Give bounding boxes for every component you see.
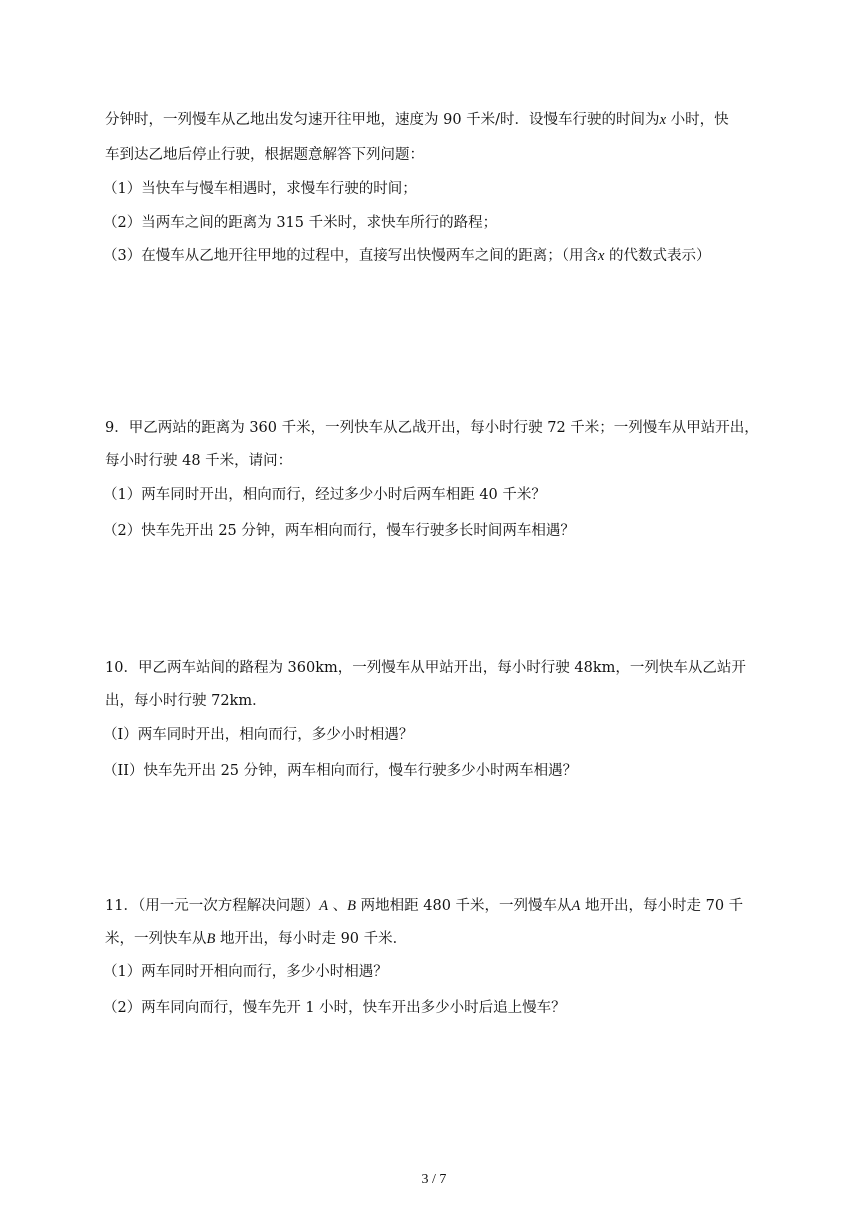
problem9-line-1: 9．甲乙两站的距离为 360 千米，一列快车从乙战开出，每小时行驶 72 千米；一列慢车从甲站开出， — [105, 420, 759, 436]
intro-line-2: 车到达乙地后停止行驶，根据题意解答下列问题： — [105, 147, 424, 163]
problem-text: 地开出，每小时走 90 千米． — [215, 931, 408, 947]
point-a: A — [319, 898, 329, 914]
point-b: B — [206, 931, 216, 947]
problem9-question-1: （1）两车同时开出，相向而行，经过多少小时后两车相距 40 千米？ — [103, 487, 546, 503]
point-b: B — [347, 898, 357, 914]
intro-line-1 — [105, 110, 729, 130]
question-text: 的代数式表示） — [604, 248, 711, 264]
problem11-question-2: （2）两车同向而行，慢车先开 1 小时，快车开出多少小时后追上慢车？ — [103, 1000, 566, 1016]
problem9-question-2: （2）快车先开出 25 分钟，两车相向而行，慢车行驶多长时间两车相遇？ — [103, 523, 575, 539]
question-text: （3）在慢车从乙地开往甲地的过程中，直接写出快慢两车之间的距离；（用含 — [103, 248, 598, 264]
problem10-question-2: （II）快车先开出 25 分钟，两车相向而行，慢车行驶多少小时两车相遇？ — [103, 763, 578, 779]
problem11-line-1 — [105, 896, 743, 916]
separator: 、 — [328, 898, 348, 914]
problem8-question-2: （2）当两车之间的距离为 315 千米时，求快车所行的路程； — [103, 215, 498, 231]
intro-text: 小时，快 — [666, 112, 729, 128]
problem8-question-1: （1）当快车与慢车相遇时，求慢车行驶的时间； — [103, 181, 417, 197]
point-a: A — [571, 898, 581, 914]
problem10-question-1: （I）两车同时开出，相向而行，多少小时相遇？ — [103, 727, 414, 743]
problem-text: 11．（用一元一次方程解决问题） — [105, 898, 320, 914]
problem-text: 地开出，每小时走 70 千 — [580, 898, 744, 914]
variable-x: x — [659, 112, 666, 128]
problem8-question-3 — [103, 246, 711, 266]
page-number: 3 / 7 — [421, 1172, 447, 1187]
problem-text: 米，一列快车从 — [105, 931, 207, 947]
problem10-line-2: 出，每小时行驶 72km． — [105, 693, 267, 709]
problem11-question-1: （1）两车同时开相向而行，多少小时相遇？ — [103, 964, 388, 980]
problem10-line-1: 10．甲乙两车站间的路程为 360km，一列慢车从甲站开出，每小时行驶 48km，一列快车从乙站开 — [105, 660, 746, 676]
problem-text: 两地相距 480 千米，一列慢车从 — [356, 898, 572, 914]
variable-x: x — [597, 248, 605, 264]
intro-text: 分钟时，一列慢车从乙地出发匀速开往甲地，速度为 90 千米/时．设慢车行驶的时间为 — [105, 112, 660, 128]
problem11-line-2 — [105, 929, 407, 949]
problem9-line-2: 每小时行驶 48 千米，请问： — [105, 453, 293, 469]
